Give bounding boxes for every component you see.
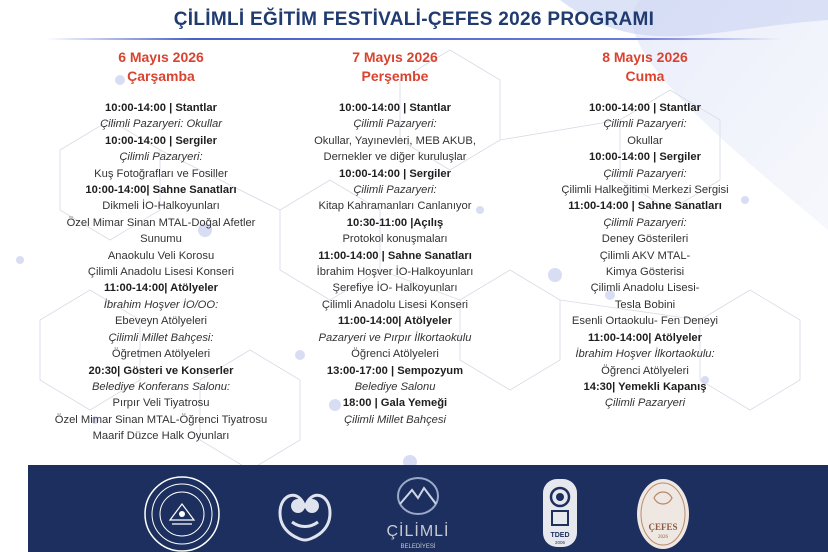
event-line: Okullar — [627, 134, 663, 147]
event-line: Anaokulu Veli Korosu — [107, 249, 215, 262]
page-title: ÇİLİMLİ EĞİTİM FESTİVALİ-ÇEFES 2026 PROGRAMI — [173, 9, 655, 30]
venue-line: Çilimli Pazaryeri: — [119, 151, 203, 164]
belediyesi-text: BELEDİYESİ — [400, 544, 436, 550]
session-heading: 10:00-14:00 | Sergiler — [339, 167, 451, 180]
event-line: Dikmeli İO-Halkoyunları — [102, 200, 220, 213]
event-line: Dernekler ve diğer kuruluşlar — [323, 151, 467, 164]
cilimli-belediyesi-logo — [378, 474, 458, 552]
venue-line: Çilimli Pazaryeri: Okullar — [100, 118, 222, 131]
session-heading: 10:00-14:00 | Stantlar — [339, 102, 451, 114]
venue-line: Pazaryeri ve Pırpır İlkortaokulu — [318, 331, 472, 344]
column-date: 6 Mayıs 2026 — [118, 49, 204, 65]
session-heading: 13:00-17:00 | Sempozyum — [326, 364, 464, 377]
venue-line: Çilimli Pazaryeri: — [353, 184, 437, 197]
venue-line: Çilimli Millet Bahçesi: — [108, 331, 214, 344]
event-line: Öğretmen Atölyeleri — [111, 348, 211, 361]
session-heading: 11:00-14:00| Atölyeler — [337, 315, 453, 328]
event-line: Ebeveyn Atölyeleri — [114, 315, 208, 328]
tded-logo — [540, 477, 580, 549]
session-heading: 10:00-14:00 | Sergiler — [105, 134, 217, 147]
event-line: Öğrenci Atölyeleri — [601, 364, 689, 377]
event-line: Okullar, Yayınevleri, MEB AKUB, — [314, 134, 476, 147]
session-heading: 18:00 | Gala Yemeği — [342, 397, 448, 410]
event-line: Protokol konuşmaları — [342, 233, 448, 246]
session-heading: 11:00-14:00 | Sahne Sanatları — [568, 200, 722, 213]
event-line: İbrahim Hoşver İO-Halkoyunları — [316, 266, 474, 279]
column-weekday: Perşembe — [361, 68, 429, 84]
event-line: Kimya Gösterisi — [605, 266, 685, 279]
venue-line: İbrahim Hoşver İlkortaokulu: — [575, 348, 715, 361]
event-line: Öğrenci Atölyeleri — [351, 348, 439, 361]
event-line: Çilimli AKV MTAL- — [599, 249, 691, 262]
column-weekday: Cuma — [625, 68, 665, 84]
day-column — [36, 48, 286, 445]
venue-line: Çilimli Pazaryeri — [604, 397, 686, 410]
column-date: 7 Mayıs 2026 — [352, 49, 438, 65]
session-heading: 10:00-14:00 | Stantlar — [589, 102, 701, 114]
event-line: Kitap Kahramanları Canlanıyor — [318, 200, 472, 213]
event-line: Çilimli Anadolu Lisesi Konseri — [87, 266, 235, 279]
meb-seal-logo — [142, 474, 222, 552]
session-heading: 10:30-11:00 |Açılış — [346, 216, 444, 229]
venue-line: Çilimli Pazaryeri: — [603, 118, 687, 131]
column-date: 8 Mayıs 2026 — [602, 49, 688, 65]
venue-line: İbrahim Hoşver İO/OO: — [103, 298, 219, 311]
session-heading: 10:00-14:00| Sahne Sanatları — [85, 184, 237, 197]
venue-line: Belediye Konferans Salonu: — [91, 380, 231, 393]
day-column — [270, 48, 520, 428]
event-line: Deney Gösterileri — [601, 233, 689, 246]
event-line: Çilimli Anadolu Lisesi Konseri — [321, 298, 469, 311]
event-line: Kuş Fotoğrafları ve Fosiller — [94, 167, 228, 180]
event-line: Tesla Bobini — [614, 298, 676, 311]
cefes-logo — [634, 476, 692, 552]
cefes-wordmark: ÇEFES — [648, 522, 678, 532]
tded-wordmark: TDED — [550, 532, 570, 539]
day-column — [520, 48, 770, 412]
session-heading: 10:00-14:00 | Stantlar — [105, 102, 217, 114]
event-line: Şerefiye İO- Halkoyunları — [332, 282, 458, 295]
cefes-year: 2026 — [658, 535, 668, 540]
event-line: Çilimli Anadolu Lisesi- — [590, 282, 700, 295]
session-heading: 20:30| Gösteri ve Konserler — [88, 364, 234, 377]
venue-line: Çilimli Pazaryeri: — [603, 167, 687, 180]
session-heading: 10:00-14:00 | Sergiler — [589, 151, 701, 164]
event-line: Pırpır Veli Tiyatrosu — [112, 397, 210, 410]
venue-line: Çilimli Pazaryeri: — [603, 216, 687, 229]
session-heading: 11:00-14:00 | Sahne Sanatları — [318, 249, 472, 262]
tded-year: 2006 — [554, 540, 566, 545]
venue-line: Çilimli Millet Bahçesi — [344, 413, 446, 426]
title-underline — [46, 38, 782, 40]
event-line: Özel Mimar Sinan MTAL-Doğal Afetler — [66, 216, 256, 229]
venue-line: Belediye Salonu — [354, 380, 436, 393]
event-line: Sunumu — [140, 233, 182, 246]
event-line: Esenli Ortaokulu- Fen Deneyi — [571, 315, 719, 328]
koop-logo — [270, 478, 340, 548]
event-line: Çilimli Halkeğitimi Merkezi Sergisi — [561, 184, 729, 197]
column-weekday: Çarşamba — [127, 68, 195, 84]
venue-line: Çilimli Pazaryeri: — [353, 118, 437, 131]
cilimli-wordmark: ÇİLİMLİ — [386, 523, 450, 540]
event-line: Maarif Düzce Halk Oyunları — [92, 430, 230, 443]
session-heading: 11:00-14:00| Atölyeler — [103, 282, 219, 295]
session-heading: 11:00-14:00| Atölyeler — [587, 331, 703, 344]
session-heading: 14:30| Yemekli Kapanış — [583, 380, 707, 393]
event-line: Özel Mimar Sinan MTAL-Öğrenci Tiyatrosu — [54, 413, 268, 426]
